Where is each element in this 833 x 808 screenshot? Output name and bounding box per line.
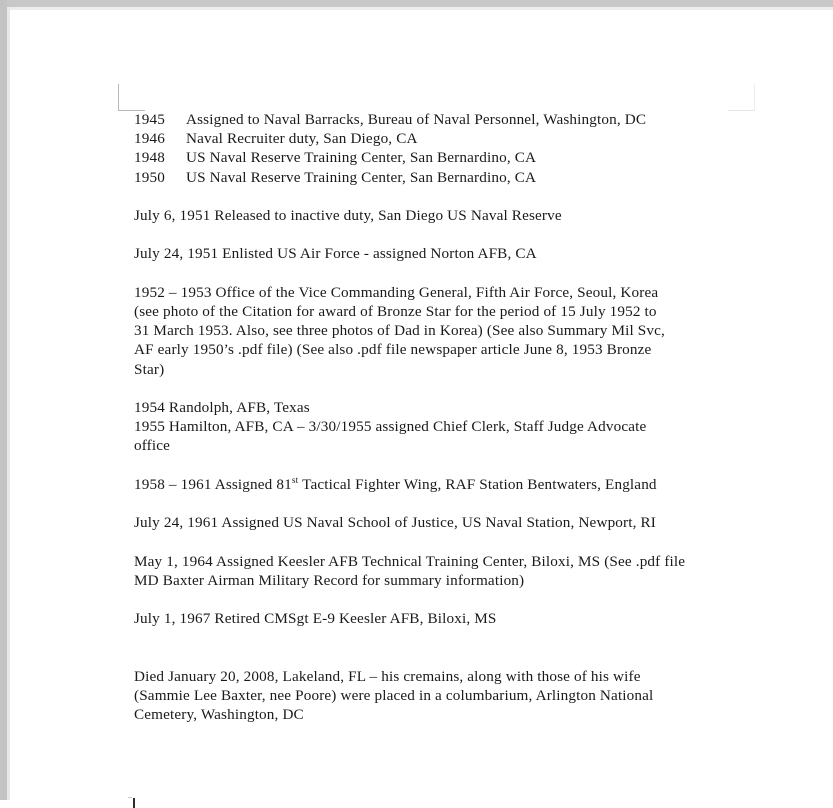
entry-released-inactive: July 6, 1951 Released to inactive duty, San Diego US Naval Reserve xyxy=(134,207,562,224)
window-border-left xyxy=(0,0,7,800)
entry-randolph-1954: 1954 Randolph, AFB, Texas xyxy=(134,398,310,416)
paragraph-spacer xyxy=(134,225,728,244)
assignment-row xyxy=(134,168,728,187)
paragraph-spacer xyxy=(134,456,728,475)
window-border-top xyxy=(0,0,833,7)
entry-bentwaters-prefix: 1958 – 1961 Assigned 81 xyxy=(134,475,292,493)
ordinal-suffix: st xyxy=(291,475,299,486)
assignment-year: 1950 xyxy=(134,168,165,186)
entry-died-line-1: Died January 20, 2008, Lakeland, FL – his cremains, along with those of his wife xyxy=(134,667,641,685)
entry-korea-line-4: AF early 1950’s .pdf file) (See also .pdf file newspaper article June 8, 1953 Bronze xyxy=(134,341,652,359)
page-sheet xyxy=(10,10,833,800)
paragraph-spacer xyxy=(134,590,728,609)
entry-korea-line-3: 31 March 1953. Also, see three photos of Dad in Korea) (See also Summary Mil Svc, xyxy=(134,322,665,340)
paragraph-spacer xyxy=(134,648,728,667)
paragraph-spacer xyxy=(134,532,728,551)
entry-hamilton-1955-line-1: 1955 Hamilton, AFB, CA – 3/30/1955 assigned Chief Clerk, Staff Judge Advocate xyxy=(134,418,647,436)
assignment-row xyxy=(134,110,728,129)
entry-died-line-3: Cemetery, Washington, DC xyxy=(134,706,304,724)
paragraph-spacer xyxy=(134,379,728,398)
assignment-description: Naval Recruiter duty, San Diego, CA xyxy=(186,130,418,148)
entry-korea-line-1: 1952 – 1953 Office of the Vice Commanding General, Fifth Air Force, Seoul, Korea xyxy=(134,283,659,301)
entry-retired: July 1, 1967 Retired CMSgt E-9 Keesler AFB, Biloxi, MS xyxy=(134,610,497,628)
entry-hamilton-1955-line-2: office xyxy=(134,437,171,455)
assignment-row xyxy=(134,148,728,167)
entry-naval-school-justice: July 24, 1961 Assigned US Naval School of Justice, US Naval Station, Newport, RI xyxy=(134,514,657,532)
margin-corner-mark-top-right xyxy=(728,84,755,111)
assignment-description: Assigned to Naval Barracks, Bureau of Naval Personnel, Washington, DC xyxy=(186,111,647,128)
entry-korea-line-5: Star) xyxy=(134,360,165,378)
assignment-row xyxy=(134,129,728,148)
entry-died-line-2: (Sammie Lee Baxter, nee Poore) were placed in a columbarium, Arlington National xyxy=(134,686,654,704)
paragraph-spacer xyxy=(134,628,728,647)
entry-korea-line-2: (see photo of the Citation for award of Bronze Star for the period of 15 July 1952 to xyxy=(134,302,657,320)
entry-enlisted-usaf: July 24, 1951 Enlisted US Air Force - assigned Norton AFB, CA xyxy=(134,245,537,263)
margin-corner-mark-top-left xyxy=(118,84,145,111)
paragraph-spacer xyxy=(134,187,728,206)
assignment-year: 1945 xyxy=(134,111,165,128)
assignment-description: US Naval Reserve Training Center, San Bernardino, CA xyxy=(186,149,537,167)
assignment-year: 1948 xyxy=(134,149,165,167)
document-text-body[interactable] xyxy=(134,110,728,724)
paragraph-spacer xyxy=(134,494,728,513)
entry-keesler-line-2: MD Baxter Airman Military Record for summary information) xyxy=(134,571,525,589)
entry-bentwaters-suffix: Tactical Fighter Wing, RAF Station Bentwaters, England xyxy=(298,475,657,493)
assignment-year: 1946 xyxy=(134,130,165,148)
entry-keesler-line-1: May 1, 1964 Assigned Keesler AFB Technical Training Center, Biloxi, MS (See .pdf file xyxy=(134,552,686,570)
entry-bentwaters xyxy=(134,475,728,494)
assignment-description: US Naval Reserve Training Center, San Bernardino, CA xyxy=(186,168,537,186)
paragraph-spacer xyxy=(134,264,728,283)
